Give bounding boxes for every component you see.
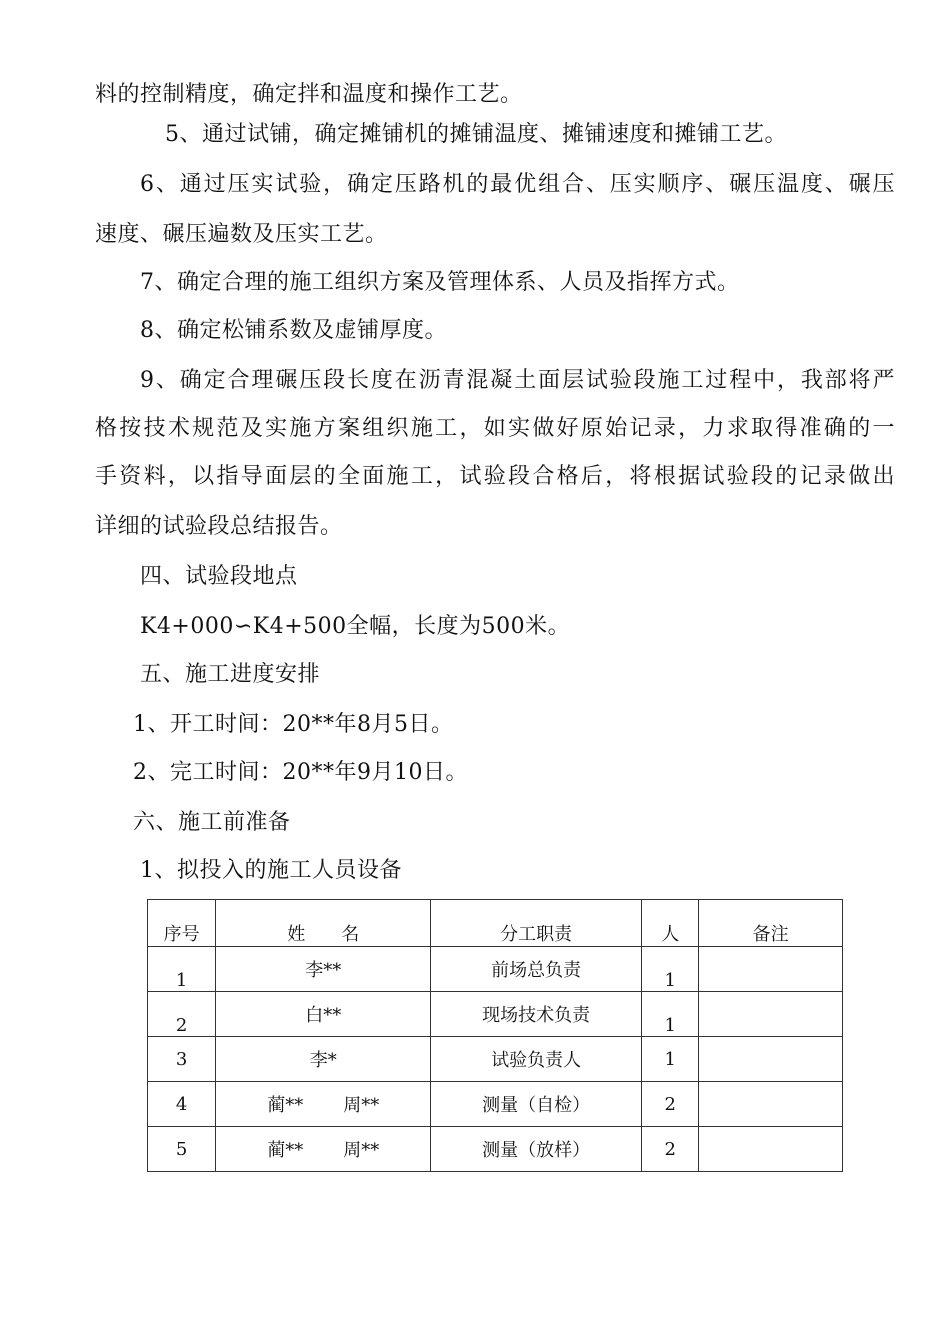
row-name-second: 周** [343, 1140, 380, 1161]
row-note [699, 947, 843, 992]
row-count: 1 [642, 992, 699, 1037]
row-name: 李** [216, 947, 431, 992]
section-6-sub1: 1、拟投入的施工人员设备 [140, 858, 402, 883]
row-name: 蔺** [267, 1095, 304, 1116]
end-time: 2、完工时间：20**年9月10日。 [133, 760, 468, 785]
row-note [699, 1082, 843, 1127]
row-number: 1 [148, 947, 216, 992]
row-count: 1 [642, 947, 699, 992]
row-name: 蔺** [267, 1140, 304, 1161]
header-cell: 分工职责 [431, 900, 642, 947]
personnel-table [147, 899, 843, 1172]
row-duty: 测量（自检） [431, 1082, 642, 1127]
row-number: 2 [148, 992, 216, 1037]
table-row [148, 1037, 843, 1082]
section-4-heading: 四、试验段地点 [140, 564, 298, 589]
item-9-line2: 格按技术规范及实施方案组织施工，如实做好原始记录，力求取得准确的一 [95, 416, 895, 441]
row-number: 4 [148, 1082, 216, 1127]
item-6-line2: 速度、碾压遍数及压实工艺。 [95, 222, 388, 247]
row-name-second: 周** [343, 1095, 380, 1116]
item-9-line4: 详细的试验段总结报告。 [95, 514, 343, 539]
row-note [699, 992, 843, 1037]
item-9-line1: 9、确定合理碾压段长度在沥青混凝土面层试验段施工过程中，我部将严 [140, 368, 895, 393]
header-cell: 姓 名 [216, 900, 431, 947]
row-number: 5 [148, 1127, 216, 1172]
item-6-line1: 6、通过压实试验，确定压路机的最优组合、压实顺序、碾压温度、碾压 [140, 172, 895, 197]
row-count: 2 [642, 1127, 699, 1172]
row-note [699, 1037, 843, 1082]
row-duty: 现场技术负责 [431, 992, 642, 1037]
header-cell: 备注 [699, 900, 843, 947]
table-row [148, 1127, 843, 1172]
item-8: 8、确定松铺系数及虚铺厚度。 [140, 318, 447, 343]
row-duty: 测量（放样） [431, 1127, 642, 1172]
row-name: 李* [216, 1037, 431, 1082]
row-count: 2 [642, 1082, 699, 1127]
row-name-pair [216, 1082, 431, 1127]
paragraph-line: 料的控制精度，确定拌和温度和操作工艺。 [95, 82, 523, 107]
item-9-line3: 手资料，以指导面层的全面施工，试验段合格后，将根据试验段的记录做出 [95, 464, 895, 489]
header-cell: 序号 [148, 900, 216, 947]
table-row [148, 947, 843, 992]
row-duty: 前场总负责 [431, 947, 642, 992]
table-row [148, 992, 843, 1037]
item-5: 5、通过试铺，确定摊铺机的摊铺温度、摊铺速度和摊铺工艺。 [165, 122, 787, 147]
section-4-body: K4+000∽K4+500全幅，长度为500米。 [140, 614, 571, 639]
row-name: 白** [216, 992, 431, 1037]
row-note [699, 1127, 843, 1172]
table-header-row [148, 900, 843, 947]
item-7: 7、确定合理的施工组织方案及管理体系、人员及指挥方式。 [140, 270, 740, 295]
row-count: 1 [642, 1037, 699, 1082]
start-time: 1、开工时间：20**年8月5日。 [133, 712, 454, 737]
section-6-heading: 六、施工前准备 [133, 810, 291, 835]
row-number: 3 [148, 1037, 216, 1082]
table-row [148, 1082, 843, 1127]
row-duty: 试验负责人 [431, 1037, 642, 1082]
section-5-heading: 五、施工进度安排 [140, 662, 321, 687]
row-name-pair [216, 1127, 431, 1172]
header-cell: 人 [642, 900, 699, 947]
